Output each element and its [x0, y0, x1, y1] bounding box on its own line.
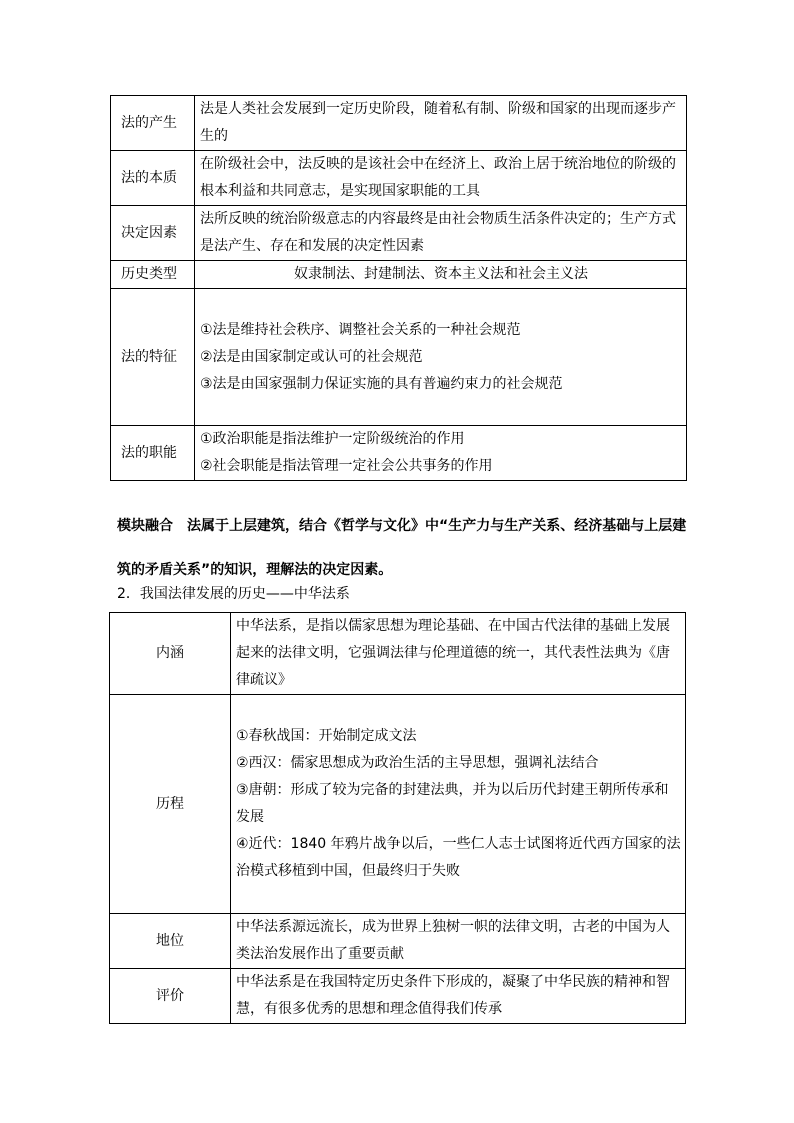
- row-label: 历史类型: [111, 261, 195, 289]
- row-label: 法的本质: [111, 151, 195, 206]
- row-label: 法的产生: [111, 96, 195, 151]
- table-row: [111, 289, 687, 426]
- row-content: [231, 613, 686, 695]
- content-line: ②法是由国家制定或认可的社会规范: [200, 348, 423, 365]
- module-fusion-note: [117, 504, 697, 592]
- table-row: [111, 261, 687, 289]
- row-content: [195, 206, 687, 261]
- content-line: 中华法系源远流长，成为世界上独树一帜的法律文明，古老的中国为人: [236, 919, 670, 935]
- row-label: 地位: [110, 914, 231, 969]
- table-row: [111, 96, 687, 151]
- content-line: ③唐朝：形成了较为完备的封建法典，并为以后历代封建王朝所传承和: [236, 782, 669, 798]
- content-line: ①春秋战国：开始制定成文法: [236, 728, 417, 744]
- content-line: 是法产生、存在和发展的决定性因素: [200, 238, 424, 254]
- row-content: [195, 261, 687, 289]
- content-line: 起来的法律文明，它强调法律与伦理道德的统一，其代表性法典为《唐: [236, 645, 670, 661]
- content-line: ①法是维持社会秩序、调整社会关系的一种社会规范: [200, 321, 521, 338]
- row-label: 评价: [110, 969, 231, 1024]
- content-line: 法是人类社会发展到一定历史阶段，随着私有制、阶级和国家的出现而逐步产: [200, 101, 676, 117]
- row-label: 内涵: [110, 613, 231, 695]
- table-row: [111, 426, 687, 481]
- row-label: 法的职能: [111, 426, 195, 481]
- content-line: 律疏议》: [236, 672, 292, 688]
- row-content: [195, 151, 687, 206]
- table-row: [110, 969, 686, 1024]
- content-line: 法所反映的统治阶级意志的内容最终是由社会物质生活条件决定的；生产方式: [200, 211, 676, 227]
- content-line: ②社会职能是指法管理一定社会公共事务的作用: [200, 458, 493, 474]
- content-line: 中华法系是在我国特定历史条件下形成的，凝聚了中华民族的精神和智: [236, 974, 670, 990]
- row-label: 法的特征: [111, 289, 195, 426]
- table-row: [111, 206, 687, 261]
- table-row: [111, 151, 687, 206]
- content-line: 发展: [236, 809, 264, 825]
- row-label: 历程: [110, 695, 231, 914]
- row-content: [231, 914, 686, 969]
- row-content: [231, 969, 686, 1024]
- module-fusion-text: 法属于上层建筑，结合《哲学与文化》中“生产力与生产关系、经济基础与上层建筑的矛盾关系”的知识，理解法的决定因素。: [117, 518, 687, 578]
- content-line: 慧，有很多优秀的思想和理念值得我们传承: [236, 1001, 502, 1017]
- table-row: [110, 695, 686, 914]
- row-content: [195, 289, 687, 426]
- row-content: [195, 426, 687, 481]
- content-line: 中华法系，是指以儒家思想为理论基础、在中国古代法律的基础上发展: [236, 618, 670, 634]
- row-label: 决定因素: [111, 206, 195, 261]
- content-line: 奴隶制法、封建制法、资本主义法和社会主义法: [294, 266, 588, 282]
- table-row: [110, 613, 686, 695]
- content-line: 生的: [200, 128, 228, 144]
- table-row: [110, 914, 686, 969]
- content-line: 治模式移植到中国，但最终归于失败: [236, 863, 460, 879]
- content-line: ④近代：1840 年鸦片战争以后，一些仁人志士试图将近代西方国家的法: [236, 836, 681, 852]
- content-line: 根本利益和共同意志，是实现国家职能的工具: [200, 183, 480, 199]
- content-line: 类法治发展作出了重要贡献: [236, 946, 404, 962]
- row-content: [195, 96, 687, 151]
- content-line: ②西汉：儒家思想成为政治生活的主导思想，强调礼法结合: [236, 755, 599, 771]
- law-basics-table: [110, 95, 687, 481]
- content-line: 在阶级社会中，法反映的是该社会中在经济上、政治上居于统治地位的阶级的: [200, 156, 676, 172]
- row-content: [231, 695, 686, 914]
- section-heading: 2．我国法律发展的历史——中华法系: [117, 586, 350, 602]
- content-line: ①政治职能是指法维护一定阶级统治的作用: [200, 431, 465, 447]
- module-fusion-tag: 模块融合: [117, 518, 173, 534]
- content-line: ③法是由国家强制力保证实施的具有普遍约束力的社会规范: [200, 375, 563, 392]
- chinese-legal-system-table: [109, 612, 686, 1024]
